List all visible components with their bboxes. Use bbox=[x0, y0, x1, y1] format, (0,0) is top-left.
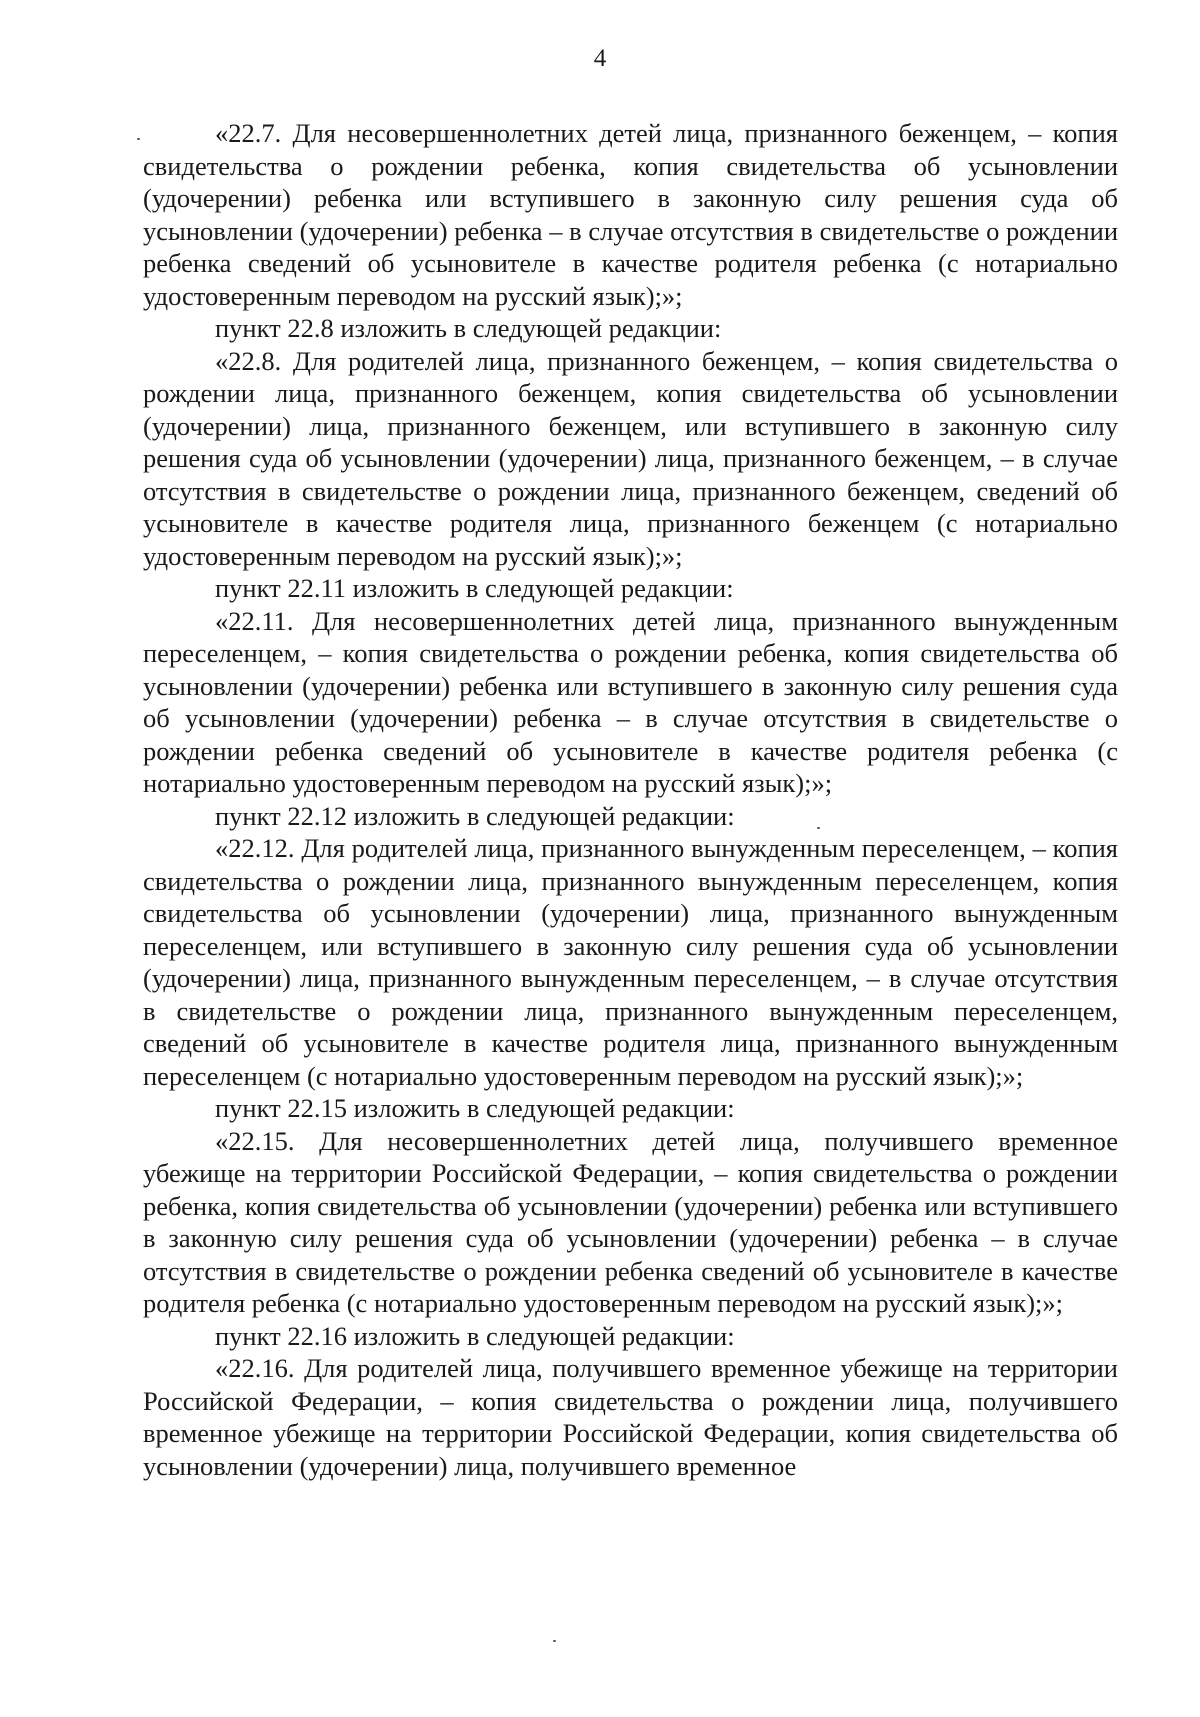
instruction-22-11: пункт 22.11 изложить в следующей редакции: bbox=[215, 573, 734, 603]
paragraph-22-15: «22.15. Для несовершеннолетних детей лица, получившего временное убежище на территории Российской Федерации, – копия свидетельства о рождении ребенка, копия свидетельства об усыновлении (удочерении) ребенка или вступившего в законную силу решения суда об усыновлении (удочерении) ребенка – в случае отсутствия в свидетельстве о рождении ребенка сведений об усыновителе в качестве родителя ребенка (с нотариально удостоверенным переводом на русский язык);»; bbox=[143, 1125, 1118, 1318]
scan-speck bbox=[553, 1640, 556, 1642]
page-number: 4 bbox=[593, 45, 607, 72]
instruction-22-16: пункт 22.16 изложить в следующей редакции: bbox=[215, 1320, 735, 1351]
instruction-22-8: пункт 22.8 изложить в следующей редакции: bbox=[215, 313, 722, 343]
scan-speck bbox=[137, 138, 140, 140]
paragraph-22-7: «22.7. Для несовершеннолетних детей лица, признанного беженцем, – копия свидетельства о рождении ребенка, копия свидетельства об усыновлении (удочерении) ребенка или вступившего в законную силу решения суда об усыновлении (удочерении) ребенка – в случае отсутствия в свидетельстве о рождении ребенка сведений об усыновителе в качестве родителя ребенка (с нотариально удостоверенным переводом на русский язык);»; bbox=[143, 118, 1118, 311]
document-body bbox=[143, 117, 1118, 1482]
paragraph-22-16: «22.16. Для родителей лица, получившего временное убежище на территории Российской Федерации, – копия свидетельства о рождении лица, получившего временное убежище на территории Российской Федерации, копия свидетельства об усыновлении (удочерении) лица, получившего временное bbox=[143, 1353, 1118, 1481]
paragraph-22-11: «22.11. Для несовершеннолетних детей лица, признанного вынужденным переселенцем, – копия свидетельства о рождении ребенка, копия свидетельства об усыновлении (удочерении) ребенка или вступившего в законную силу решения суда об усыновлении (удочерении) ребенка – в случае отсутствия в свидетельстве о рождении ребенка сведений об усыновителе в качестве родителя ребенка (с нотариально удостоверенным переводом на русский язык);»; bbox=[143, 605, 1118, 798]
instruction-22-12: пункт 22.12 изложить в следующей редакции: bbox=[215, 800, 735, 831]
paragraph-22-8: «22.8. Для родителей лица, признанного беженцем, – копия свидетельства о рождении лица, признанного беженцем, копия свидетельства об усыновлении (удочерении) лица, признанного беженцем, или вступившего в законную силу решения суда об усыновлении (удочерении) лица, признанного беженцем, – в случае отсутствия в свидетельстве о рождении лица, признанного беженцем, сведений об усыновителе в качестве родителя лица, признанного беженцем (с нотариально удостоверенным переводом на русский язык);»; bbox=[143, 345, 1118, 571]
paragraph-22-12: «22.12. Для родителей лица, признанного вынужденным переселенцем, – копия свидетельства о рождении лица, признанного вынужденным переселенцем, копия свидетельства об усыновлении (удочерении) лица, признанного вынужденным переселенцем, или вступившего в законную силу решения суда об усыновлении (удочерении) лица, признанного вынужденным переселенцем, – в случае отсутствия в свидетельстве о рождении лица, признанного вынужденным переселенцем, сведений об усыновителе в качестве родителя лица, признанного вынужденным переселенцем (с нотариально удостоверенным переводом на русский язык);»; bbox=[143, 833, 1118, 1091]
instruction-22-15: пункт 22.15 изложить в следующей редакции: bbox=[215, 1093, 735, 1123]
